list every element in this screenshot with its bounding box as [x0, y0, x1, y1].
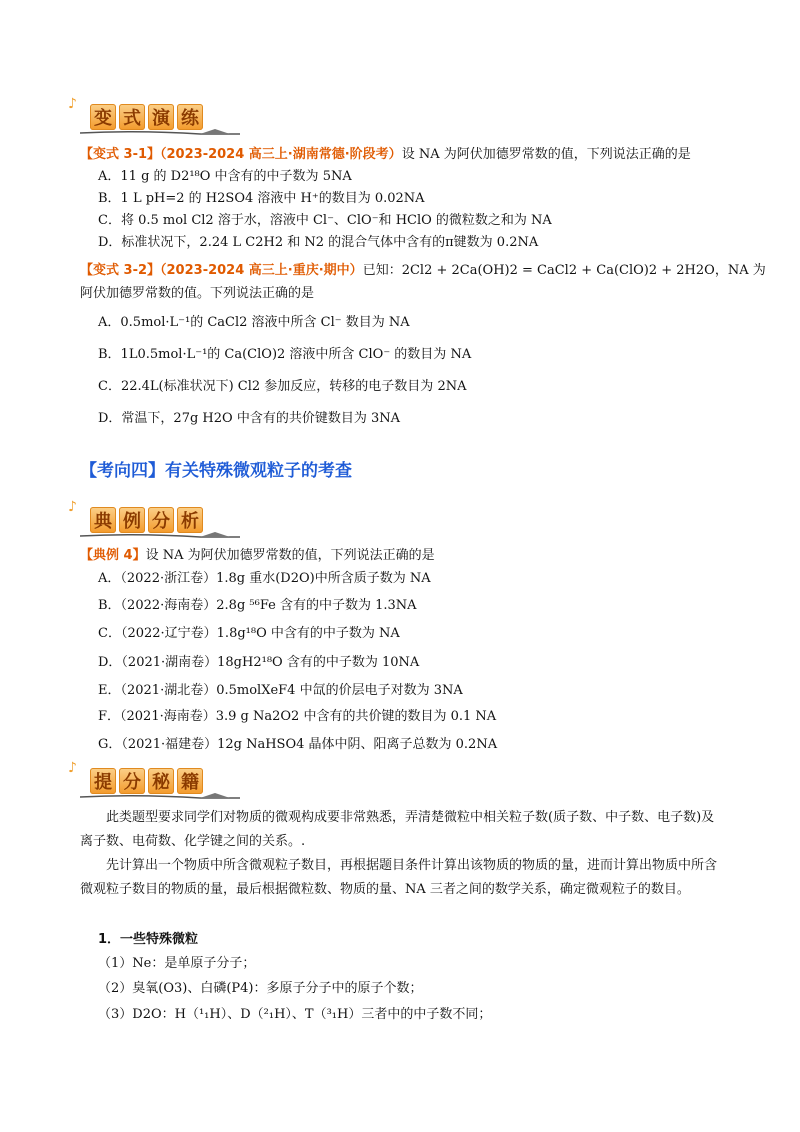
banner-char: 典	[90, 507, 116, 533]
q32-heading: 【变式 3-2】（2023-2024 高三上·重庆·期中）已知：2Cl2 + 2Ca(OH)2 = CaCl2 + Ca(ClO)2 + 2H2O，NA 为	[80, 263, 766, 278]
tips-paragraph-2: 先计算出一个物质中所含微观粒子数目，再根据题目条件计算出该物质的物质的量，进而计算出物质中所含微观粒子数目的物质的量，最后根据微粒数、物质的量、NA 三者之间的数学关系，确定微观粒子的数目。	[80, 858, 718, 897]
q32-option-b: B．1L0.5mol·L⁻¹的 Ca(ClO)2 溶液中所含 ClO⁻ 的数目为 NA	[98, 347, 472, 362]
example-banner	[68, 499, 209, 537]
banner-char: 秘	[148, 768, 174, 794]
q31-option-d: D．标准状况下，2.24 L C2H2 和 N2 的混合气体中含有的π键数为 0.2NA	[98, 235, 539, 250]
q32-option-a: A．0.5mol·L⁻¹的 CaCl2 溶液中所含 Cl⁻ 数目为 NA	[98, 315, 410, 330]
banner-char: 分	[148, 507, 174, 533]
banner-char: 提	[90, 768, 116, 794]
q31-option-b: B．1 L pH=2 的 H2SO4 溶液中 H⁺的数目为 0.02NA	[98, 191, 425, 206]
q32-option-d: D．常温下，27g H2O 中含有的共价键数目为 3NA	[98, 411, 400, 426]
ex4-option-b: B．（2022·海南卷）2.8g ⁵⁶Fe 含有的中子数为 1.3NA	[98, 598, 417, 613]
music-note-icon: ♪	[68, 96, 77, 112]
q31-heading: 【变式 3-1】（2023-2024 高三上·湖南常德·阶段考）设 NA 为阿伏加德罗常数的值，下列说法正确的是	[80, 147, 691, 162]
book-flourish-icon	[80, 531, 240, 541]
tips-paragraph-1: 此类题型要求同学们对物质的微观构成要非常熟悉，弄清楚微粒中相关粒子数(质子数、中子数、电子数)及离子数、电荷数、化学键之间的关系。.	[80, 810, 715, 849]
banner-char: 演	[148, 104, 174, 130]
banner-char: 析	[177, 507, 203, 533]
banner-char: 例	[119, 507, 145, 533]
tips-item-2: （2）臭氧(O3)、白磷(P4)：多原子分子中的原子个数；	[98, 981, 423, 996]
q32-option-c: C．22.4L(标准状况下) Cl2 参加反应，转移的电子数目为 2NA	[98, 379, 467, 394]
ex4-option-e: E．（2021·湖北卷）0.5molXeF4 中氙的价层电子对数为 3NA	[98, 683, 463, 698]
book-flourish-icon	[80, 128, 240, 138]
practice-banner	[68, 96, 209, 134]
tips-item-3: （3）D2O：H（¹₁H）、D（²₁H）、T（³₁H）三者中的中子数不同；	[98, 1007, 492, 1022]
music-note-icon: ♪	[68, 499, 77, 515]
music-note-icon: ♪	[68, 760, 77, 776]
q32-stem-cont: 阿伏加德罗常数的值。下列说法正确的是	[80, 286, 315, 301]
banner-char: 变	[90, 104, 116, 130]
tips-banner	[68, 760, 209, 798]
ex4-option-c: C．（2022·辽宁卷）1.8g¹⁸O 中含有的中子数为 NA	[98, 626, 400, 641]
ex4-heading: 【典例 4】设 NA 为阿伏加德罗常数的值，下列说法正确的是	[80, 548, 435, 563]
q31-option-c: C．将 0.5 mol Cl2 溶于水，溶液中 Cl⁻、ClO⁻和 HClO 的微粒数之和为 NA	[98, 213, 552, 228]
banner-char: 分	[119, 768, 145, 794]
tips-item-1: （1）Ne：是单原子分子；	[98, 956, 256, 971]
tips-heading-1: 1．一些特殊微粒	[98, 932, 199, 947]
ex4-option-a: A．（2022·浙江卷）1.8g 重水(D2O)中所含质子数为 NA	[98, 571, 431, 586]
q31-option-a: A．11 g 的 D2¹⁸O 中含有的中子数为 5NA	[98, 169, 352, 184]
section-title: 【考向四】有关特殊微观粒子的考查	[80, 461, 352, 481]
ex4-option-g: G．（2021·福建卷）12g NaHSO4 晶体中阴、阳离子总数为 0.2NA	[98, 737, 498, 752]
book-flourish-icon	[80, 792, 240, 802]
banner-char: 练	[177, 104, 203, 130]
banner-char: 式	[119, 104, 145, 130]
ex4-option-f: F．（2021·海南卷）3.9 g Na2O2 中含有的共价键的数目为 0.1 NA	[98, 709, 497, 724]
ex4-option-d: D．（2021·湖南卷）18gH2¹⁸O 含有的中子数为 10NA	[98, 655, 420, 670]
banner-char: 籍	[177, 768, 203, 794]
